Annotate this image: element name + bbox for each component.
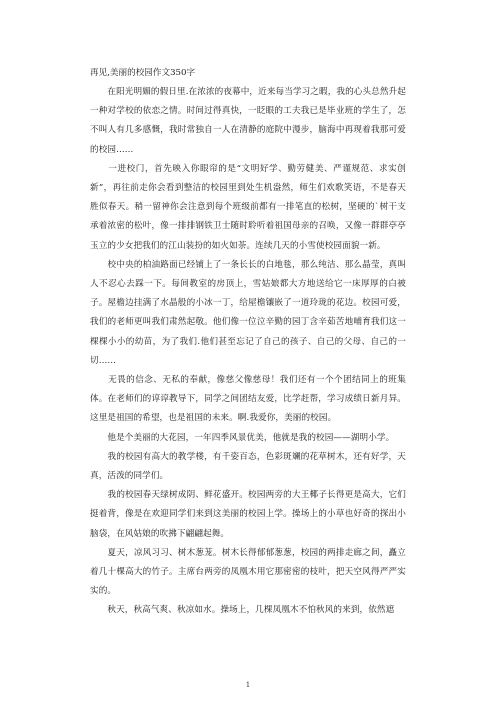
paragraph: 秋天，秋高气爽、秋凉如水。操场上，几棵凤凰木不怕秋风的来到，依然遮 bbox=[90, 605, 395, 616]
paragraph: 校中央的柏油路面已经铺上了一条长长的白地毯，那么纯洁、那么晶莹，真叫人不忍心去踩一下。每间教室的房顶上，雪姑娘都大方地送给它一床厚厚的白被子。屋檐边挂满了水晶般的小冰一丁，给屋檐镶嵌了一道玲珑的花边。校园可爱，我们的老师更叫我们肃然起敬。他们像一位泣辛勤的园丁含辛茹苦地哺育我们这一棵棵小小的幼苗，为了我们.他们甚至忘记了自己的孩子、自己的父母、自己的一切…… bbox=[90, 259, 406, 366]
paragraph: 无畏的信念、无私的奉献，像慈父像慈母！我们还有一个个团结同上的班集体。在老师们的谆谆教导下，同学之间团结友爱，比学赶帮，学习成绩日新月异。这里是祖国的希望，也是祖国的未来。啊.我爱你，美丽的校园。 bbox=[90, 375, 406, 424]
document-title: 再见,美丽的校园作文350字 bbox=[90, 68, 196, 78]
paragraph: 在阳光明媚的假日里.在浓浓的夜幕中，近来每当学习之暇，我的心头总然升起一种对学校的依恋之情。时间过得真快，一眨眼的工夫我已是毕业班的学生了，怎不叫人有几多感慨，我时常独自一人在清静的庭院中漫步，脑海中再现着我那可爱的校园…… bbox=[90, 87, 406, 155]
paragraph: 他是个美丽的大花园，一年四季风景优美，他就是我的校园——湖明小学。 bbox=[90, 432, 395, 443]
paragraph: 夏天，凉风习习、树木葱茏。树木长得郁郁葱葱，校园的两排走廊之间，矗立着几十棵高大的竹子。主席台两旁的凤凰木用它那密密的枝叶，把天空风得严严实实的。 bbox=[90, 547, 406, 597]
paragraph: 一进校门，首先映入你眼帘的是“文明好学、勤劳健美、严谨规范、求实创新”，再往前走你会看到整洁的校园里到处生机盎然，师生们欢歌笑语，不是春天胜似春天。稍一留神你会注意到每个班级前都有一排笔直的松树，坚硬的`树干支承着浓密的松叶，像一排排钢铁卫士随时聆听着祖国母亲的召唤，又像一群群亭亭玉立的少女把我们的江山装扮的如火如荼。连续几天的小雪使校园面貌一新。 bbox=[90, 163, 406, 251]
paragraph: 我的校园春天绿树成阴、鲜花盛开。校园两旁的大王椰子长得更是高大，它们挺着背，像是在欢迎同学们来到这美丽的校园上学。操场上的小草也好奇的探出小脑袋，在风姑娘的吹拂下翩翩起舞。 bbox=[90, 490, 406, 539]
page-number: 1 bbox=[245, 681, 251, 689]
paragraph: 我的校园有高大的教学楼，有千姿百态，色彩斑斓的花草树木，还有好学，天真，活泼的同学们。 bbox=[90, 451, 406, 482]
